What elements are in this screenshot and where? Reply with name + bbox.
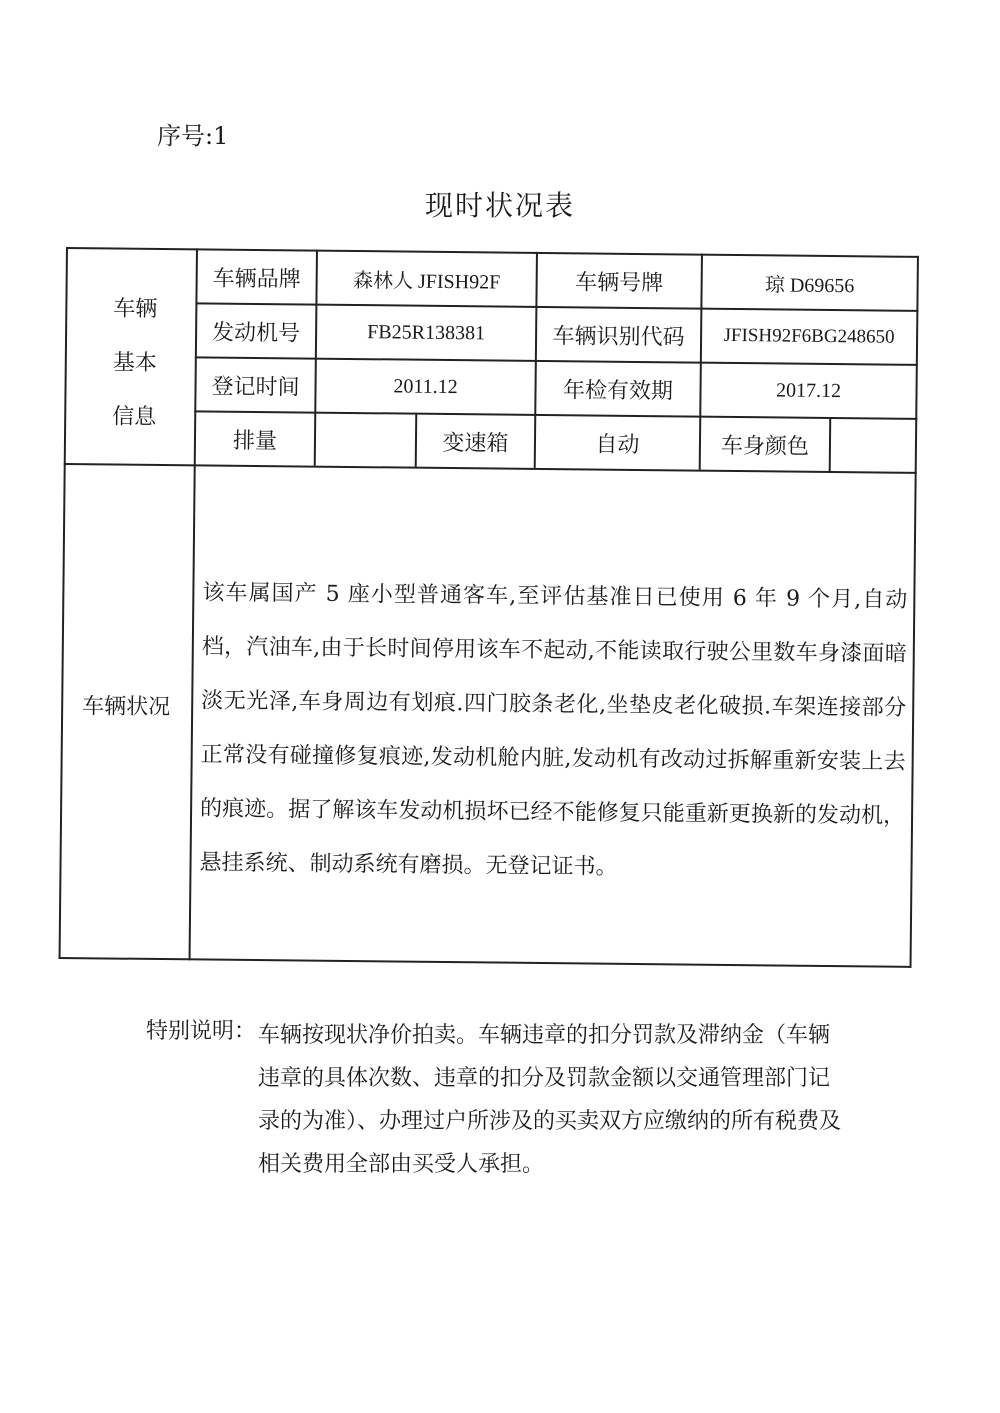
gearbox-label: 变速箱	[442, 430, 509, 457]
engine-label: 发动机号	[211, 320, 301, 346]
body-color-label: 车身颜色	[720, 433, 810, 460]
vehicle-status-text: 该车属国产 5 座小型普通客车,至评估基准日已使用 6 年 9 个月,自动档，汽油车,由于长时间停用该车不起动,不能读取行驶公里数车身漆面暗淡无光泽,车身周边有划痕.四门胶条老化,坐垫皮老化破损.车架连接部分正常没有碰撞修复痕迹,发动机舱内脏,发动机有改动过拆解重新安装上去的痕迹。据了解该车发动机损坏已经不能修复只能重新更换新的发动机，悬挂系统、制动系统有磨损。无登记证书。	[199, 580, 908, 880]
vin-value: JFISH92F6BG248650	[723, 324, 895, 348]
section-label-line: 基本	[112, 350, 157, 376]
registration-value: 2011.12	[393, 374, 458, 398]
serial-number: 序号:1	[157, 122, 229, 150]
plate-value: 琼 D69656	[764, 273, 855, 297]
vin-label: 车辆识别代码	[552, 323, 685, 350]
status-table	[59, 247, 919, 968]
plate-label: 车辆号牌	[575, 269, 664, 296]
brand-value: 森林人 JFISH92F	[352, 269, 501, 294]
inspection-label: 年检有效期	[562, 377, 674, 404]
displacement-label: 排量	[232, 428, 278, 454]
displacement-value	[316, 414, 416, 467]
gearbox-value: 自动	[595, 432, 640, 458]
section-label-line: 信息	[112, 404, 157, 430]
section-label-line: 车辆	[113, 296, 158, 322]
inspection-value: 2017.12	[775, 378, 842, 402]
vehicle-status-label: 车辆状况	[82, 694, 171, 721]
basic-info-section-label	[84, 282, 186, 445]
body-color-value	[831, 419, 916, 472]
special-note-text: 车辆按现状净价拍卖。车辆违章的扣分罚款及滞纳金（车辆违章的具体次数、违章的扣分及罚款金额以交通管理部门记录的为准）、办理过户所涉及的买卖双方应缴纳的所有税费及相关费用全部由买受人承担。	[258, 1023, 842, 1177]
brand-label: 车辆品牌	[212, 266, 301, 292]
registration-label: 登记时间	[211, 374, 300, 400]
engine-value: FB25R138381	[367, 320, 486, 344]
page-title: 现时状况表	[424, 189, 575, 222]
special-note-label: 特别说明：	[146, 1019, 257, 1044]
